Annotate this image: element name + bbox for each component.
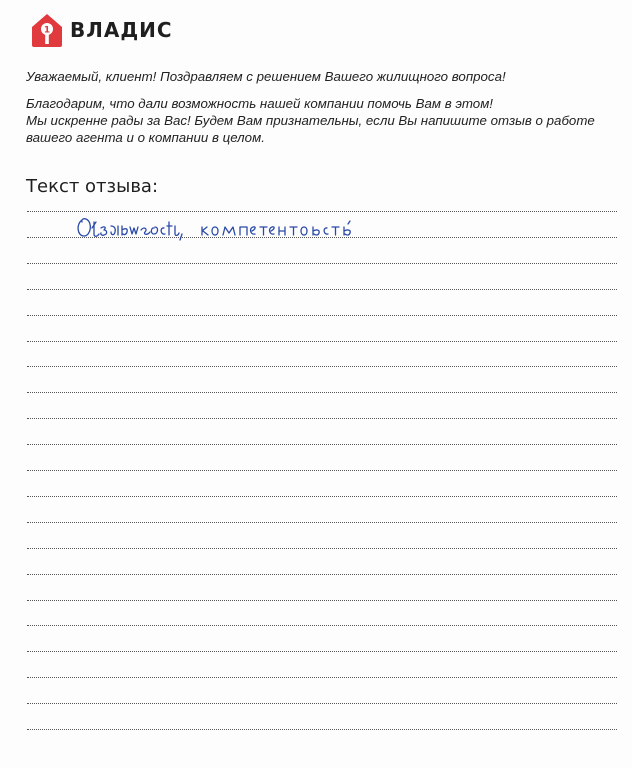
handwritten-review (74, 210, 384, 246)
writing-line (27, 315, 617, 316)
thanks-line: Благодарим, что дали возможность нашей компании помочь Вам в этом! (26, 96, 494, 111)
request-line-continued: вашего агента и о компании в целом. (26, 130, 265, 145)
writing-line (27, 496, 617, 497)
writing-lines (27, 0, 617, 768)
writing-line (27, 703, 617, 704)
writing-line (27, 418, 617, 419)
writing-line (27, 470, 617, 471)
writing-line (27, 341, 617, 342)
brand-name: ВЛАДИС (70, 18, 173, 42)
writing-line (27, 392, 617, 393)
writing-line (27, 444, 617, 445)
writing-line (27, 677, 617, 678)
writing-line (27, 574, 617, 575)
writing-line (27, 600, 617, 601)
writing-line (27, 289, 617, 290)
greeting: Уважаемый, клиент! Поздравляем с решением Вашего жилищного вопроса! (26, 69, 506, 84)
writing-line (27, 729, 617, 730)
brand-mark-digit: 1 (43, 25, 51, 36)
writing-line (27, 263, 617, 264)
request-line: Мы искренне рады за Вас! Будем Вам признательны, если Вы напишите отзыв о работе (26, 113, 595, 128)
writing-line (27, 548, 617, 549)
review-heading: Текст отзыва: (26, 176, 159, 197)
writing-line (27, 625, 617, 626)
writing-line (27, 366, 617, 367)
writing-line (27, 522, 617, 523)
writing-line (27, 651, 617, 652)
